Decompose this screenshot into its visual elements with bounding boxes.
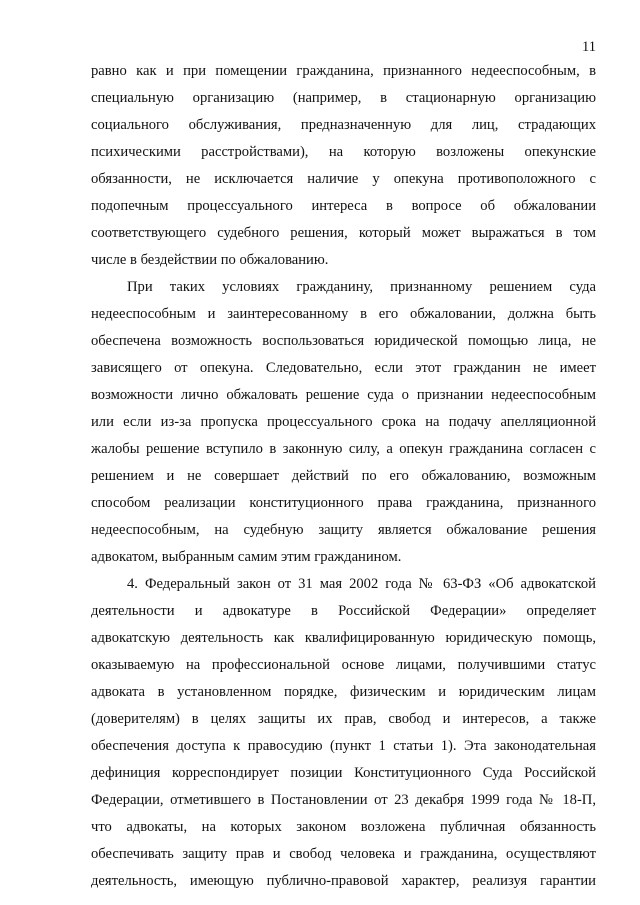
text-line: специальную организацию (например, в стационарную организацию	[91, 90, 596, 106]
text-line: решением и не совершает действий по его обжалованию, возможным	[91, 468, 596, 484]
text-line: или если из-за пропуска процессуального срока на подачу апелляционной	[91, 414, 596, 430]
text-line: 4. Федеральный закон от 31 мая 2002 года № 63-ФЗ «Об адвокатской	[127, 576, 596, 592]
text-line: обеспечивать защиту прав и свобод человека и гражданина, осуществляют	[91, 846, 596, 862]
text-line: обеспечена возможность воспользоваться юридической помощью лица, не	[91, 333, 596, 349]
text-line: равно как и при помещении гражданина, признанного недееспособным, в	[91, 63, 596, 79]
text-line: деятельность, имеющую публично-правовой характер, реализуя гарантии	[91, 873, 596, 889]
text-line: адвокатом, выбранным самим этим гражданином.	[91, 549, 402, 565]
text-line: обеспечения доступа к правосудию (пункт 1 статьи 1). Эта законодательная	[91, 738, 596, 754]
text-line: зависящего от опекуна. Следовательно, если этот гражданин не имеет	[91, 360, 596, 376]
paragraph-3	[91, 571, 596, 895]
text-line: возможности лично обжаловать решение суда о признании недееспособным	[91, 387, 596, 403]
text-line: способом реализации конституционного права гражданина, признанного	[91, 495, 596, 511]
text-line: жалобы решение вступило в законную силу, а опекун гражданина согласен с	[91, 441, 596, 457]
text-line: что адвокаты, на которых законом возложена публичная обязанность	[91, 819, 596, 835]
text-line: социального обслуживания, предназначенную для лиц, страдающих	[91, 117, 596, 133]
text-line: Федерации, отметившего в Постановлении от 23 декабря 1999 года № 18-П,	[91, 792, 596, 808]
text-line: соответствующего судебного решения, который может выражаться в том	[91, 225, 596, 241]
page-number: 11	[582, 39, 596, 55]
paragraph-1	[91, 58, 596, 274]
text-line: адвокатскую деятельность как квалифицированную юридическую помощь,	[91, 630, 596, 646]
text-line: психическими расстройствами), на которую возложены опекунские	[91, 144, 596, 160]
text-line: числе в бездействии по обжалованию.	[91, 252, 329, 268]
text-line: оказываемую на профессиональной основе лицами, получившими статус	[91, 657, 596, 673]
text-line: недееспособным, на судебную защиту является обжалование решения	[91, 522, 596, 538]
text-line: (доверителям) в целях защиты их прав, свобод и интересов, а также	[91, 711, 596, 727]
paragraph-2	[91, 274, 596, 571]
text-line: адвоката в установленном порядке, физическим и юридическим лицам	[91, 684, 596, 700]
text-line: подопечным процессуального интереса в вопросе об обжаловании	[91, 198, 596, 214]
text-line: недееспособным и заинтересованному в его обжаловании, должна быть	[91, 306, 596, 322]
text-line: При таких условиях гражданину, признанному решением суда	[127, 279, 596, 295]
body-text	[91, 58, 596, 895]
text-line: дефиниция корреспондирует позиции Конституционного Суда Российской	[91, 765, 596, 781]
text-line: обязанности, не исключается наличие у опекуна противоположного с	[91, 171, 596, 187]
text-line: деятельности и адвокатуре в Российской Федерации» определяет	[91, 603, 596, 619]
